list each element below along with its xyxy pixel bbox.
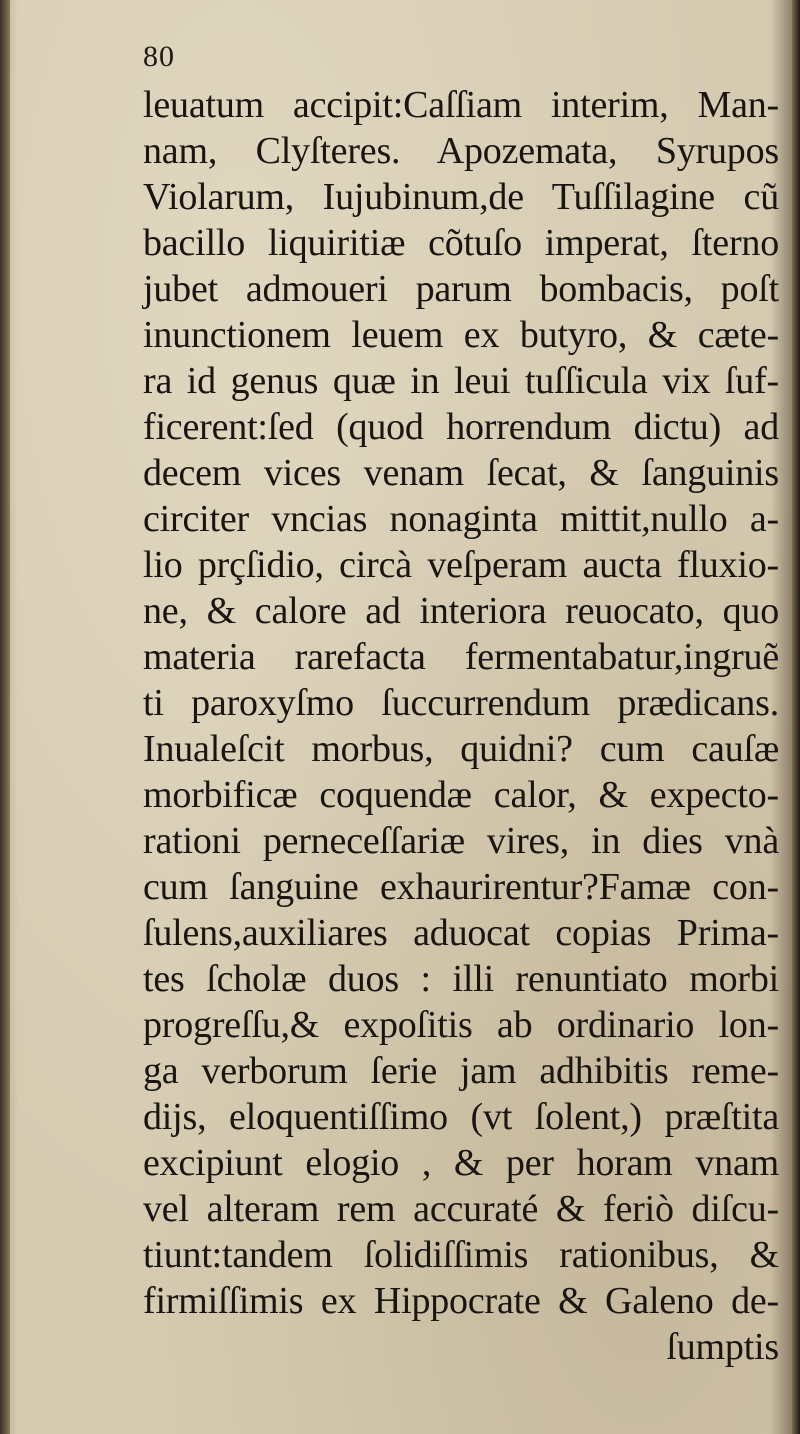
text-line: excipiunt elogio , & per horam vnam xyxy=(143,1142,779,1184)
text-line: lio prçſidio, circà veſperam aucta fluxio- xyxy=(143,544,779,586)
text-line: circiter vncias nonaginta mittit,nullo a- xyxy=(143,498,779,540)
text-line: ne, & calore ad interiora reuocato, quo xyxy=(143,590,779,632)
text-line: nam, Clyſteres. Apozemata, Syrupos xyxy=(143,130,779,172)
page-edge-left xyxy=(0,0,10,1434)
text-line: Violarum, Iujubinum,de Tuſſilagine cũ xyxy=(143,176,779,218)
text-line: ra id genus quæ in leui tuſſicula vix ſuf- xyxy=(143,360,779,402)
text-line: dijs, eloquentiſſimo (vt ſolent,) præſtita xyxy=(143,1096,779,1138)
text-line: bacillo liquiritiæ cõtuſo imperat, ſterno xyxy=(143,222,779,264)
text-line: tes ſcholæ duos : illi renuntiato morbi xyxy=(143,958,779,1000)
text-line: rationi perneceſſariæ vires, in dies vnà xyxy=(143,820,779,862)
text-line: progreſſu,& expoſitis ab ordinario lon- xyxy=(143,1004,779,1046)
text-line: ti paroxyſmo ſuccurrendum prædicans. xyxy=(143,682,779,724)
text-line: cum ſanguine exhaurirentur?Famæ con- xyxy=(143,866,779,908)
text-line: leuatum accipit:Caſſiam interim, Man- xyxy=(143,84,779,126)
text-line: materia rarefacta fermentabatur,ingruẽ xyxy=(143,636,779,678)
text-line: morbificæ coquendæ calor, & expecto- xyxy=(143,774,779,816)
page-number: 80 xyxy=(143,40,175,73)
text-line: vel alteram rem accuraté & feriò diſcu- xyxy=(143,1188,779,1230)
text-line: ga verborum ſerie jam adhibitis reme- xyxy=(143,1050,779,1092)
text-line: decem vices venam ſecat, & ſanguinis xyxy=(143,452,779,494)
catchword: ſumptis xyxy=(666,1326,779,1368)
body-text xyxy=(143,82,779,1370)
text-line: ficerent:ſed (quod horrendum dictu) ad xyxy=(143,406,779,448)
text-line: ſulens,auxiliares aduocat copias Prima- xyxy=(143,912,779,954)
text-line: Inualeſcit morbus, quidni? cum cauſæ xyxy=(143,728,779,770)
page-edge-right xyxy=(792,0,800,1434)
text-line: firmiſſimis ex Hippocrate & Galeno de- xyxy=(143,1280,779,1322)
text-line: inunctionem leuem ex butyro, & cæte- xyxy=(143,314,779,356)
text-line: tiunt:tandem ſolidiſſimis rationibus, & xyxy=(143,1234,779,1276)
text-line: jubet admoueri parum bombacis, poſt xyxy=(143,268,779,310)
